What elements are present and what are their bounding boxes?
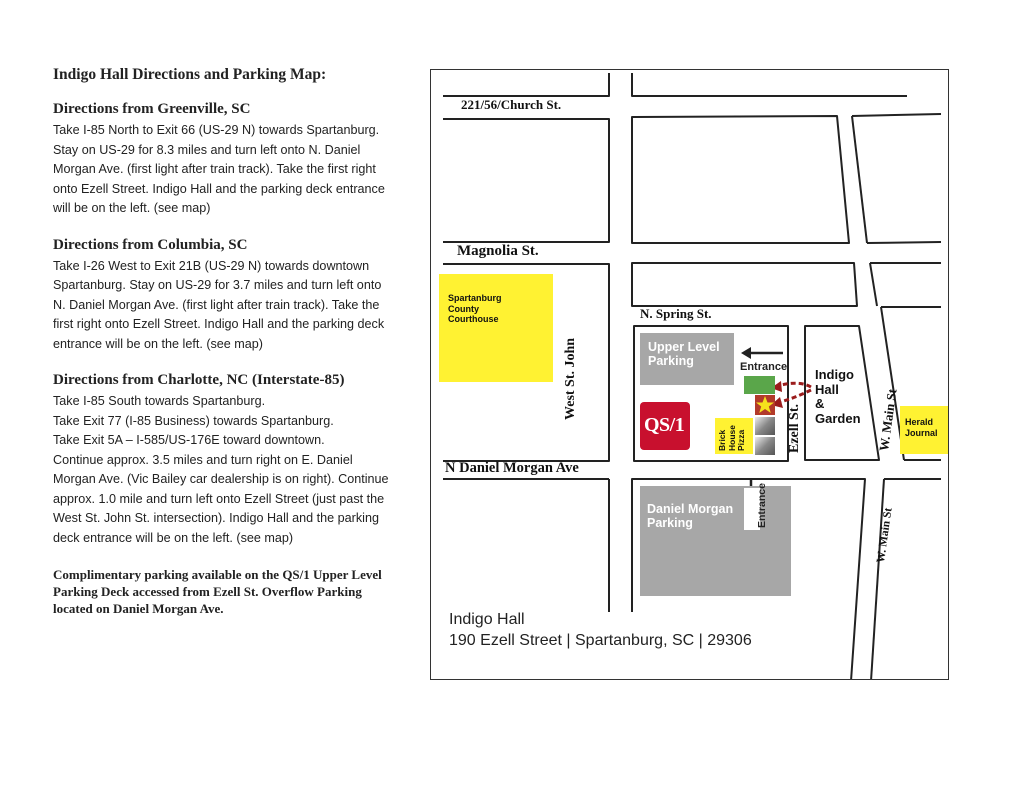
herald-journal-block <box>900 406 949 454</box>
section-heading: Directions from Columbia, SC <box>53 236 248 253</box>
block-edge <box>443 73 609 96</box>
indigo-hall-label: Indigo <box>815 367 854 382</box>
direction-line: Spartanburg. Stay on US-29 for 3.7 miles and turn left onto <box>53 278 382 292</box>
street-label-magnolia: Magnolia St. <box>457 243 539 259</box>
block-edge <box>443 119 609 242</box>
address-line: 190 Ezell Street | Spartanburg, SC | 29306 <box>449 632 752 649</box>
note-line: located on Daniel Morgan Ave. <box>53 601 224 616</box>
directions-panel <box>53 66 413 617</box>
direction-line: Take Exit 5A – I-585/US-176E toward downtown. <box>53 433 325 447</box>
block-edge <box>632 116 849 243</box>
qs1-logo <box>640 402 690 450</box>
direction-line: Take I-26 West to Exit 21B (US-29 N) towards downtown <box>53 258 370 273</box>
direction-line: Morgan Ave. (Vic Bailey car dealership is on right). Continue <box>53 472 389 486</box>
direction-line: onto Ezell Street. Indigo Hall and the parking deck entrance <box>53 181 385 196</box>
note-line: Complimentary parking available on the QS/1 Upper Level <box>53 567 382 582</box>
upper-parking-label: Upper Level <box>648 340 720 354</box>
page-title: Indigo Hall Directions and Parking Map: <box>53 66 327 83</box>
building-square <box>755 417 775 435</box>
direction-line: Take I-85 North to Exit 66 (US-29 N) towards Spartanburg. <box>53 123 380 137</box>
direction-line: Take Exit 77 (I-85 Business) towards Spartanburg. <box>53 413 334 428</box>
street-label-spring: N. Spring St. <box>640 306 712 321</box>
direction-line: Continue approx. 3.5 miles and turn right on E. Daniel <box>53 452 353 467</box>
indigo-hall-label: & <box>815 396 825 411</box>
courthouse-label: Spartanburg <box>448 293 502 303</box>
section-heading: Directions from Charlotte, NC (Interstate-85) <box>53 372 345 388</box>
daniel-morgan-parking <box>640 486 791 596</box>
section-columbia <box>53 237 413 355</box>
brick-house-label: House <box>726 425 737 451</box>
direction-line: Morgan Ave. (first light after train track). Take the first right <box>53 162 376 176</box>
block-edge <box>632 73 907 96</box>
brick-house-label: Pizza <box>736 429 746 451</box>
direction-line: will be on the left. (see map) <box>53 201 211 215</box>
street-label-church: 221/56/Church St. <box>461 97 562 112</box>
upper-level-parking <box>640 333 734 385</box>
direction-line: N. Daniel Morgan Ave. (first light after train track). Take the <box>53 297 380 312</box>
block-edge <box>867 242 941 243</box>
daniel-parking-label: Parking <box>647 516 693 530</box>
direction-line: Stay on US-29 for 8.3 miles and turn left onto N. Daniel <box>53 142 361 157</box>
street-label-w-main-lower: W. Main St <box>875 507 895 564</box>
parking-note <box>53 566 413 617</box>
brick-house-pizza-block <box>715 418 753 454</box>
section-greenville <box>53 101 413 219</box>
entrance-label-upper: Entrance <box>740 361 788 373</box>
direction-line: first right onto Ezell Street. Indigo Hall and the parking deck <box>53 317 385 331</box>
star-icon <box>755 395 775 415</box>
street-label-ezell: Ezell St. <box>787 404 802 453</box>
parking-map <box>430 69 949 680</box>
indigo-hall-label: Garden <box>815 410 861 426</box>
entrance-label-lower: Entrance <box>756 483 768 528</box>
section-charlotte <box>53 372 413 548</box>
building-square <box>755 437 775 455</box>
street-label-west-st-john: West St. John <box>563 337 578 420</box>
street-label-daniel-morgan: N Daniel Morgan Ave <box>445 460 579 476</box>
note-line: Parking Deck accessed from Ezell St. Overflow Parking <box>53 584 362 599</box>
section-heading: Directions from Greenville, SC <box>53 101 251 117</box>
address-name: Indigo Hall <box>449 611 525 628</box>
brick-house-label: Brick <box>717 429 727 451</box>
indigo-hall-garden-block <box>744 376 775 394</box>
direction-line: West St. John St. intersection). Indigo Hall and the parking <box>53 511 379 525</box>
direction-line: deck entrance will be on the left. (see map) <box>53 530 294 545</box>
block-edge <box>852 116 867 243</box>
qs1-logo-text: QS/1 <box>644 414 685 436</box>
courthouse-label: Courthouse <box>448 314 499 324</box>
daniel-parking-label: Daniel Morgan <box>647 502 734 516</box>
block-edge <box>852 114 941 116</box>
courthouse-block <box>439 274 553 382</box>
herald-label: Herald <box>905 417 934 427</box>
upper-parking-label: Parking <box>648 354 694 368</box>
courthouse-label: County <box>448 303 479 314</box>
entrance-arrow-head <box>741 347 751 359</box>
direction-line: entrance will be on the left. (see map) <box>53 336 264 351</box>
block-edge <box>870 263 877 306</box>
indigo-hall-label: Hall <box>815 381 839 397</box>
herald-label: Journal <box>905 427 938 438</box>
block-edge <box>632 263 857 306</box>
direction-line: Take I-85 South towards Spartanburg. <box>53 394 266 408</box>
direction-line: approx. 1.0 mile and turn left onto Ezell Street (just past the <box>53 491 385 506</box>
street-label-w-main-upper: W. Main St <box>876 387 900 453</box>
